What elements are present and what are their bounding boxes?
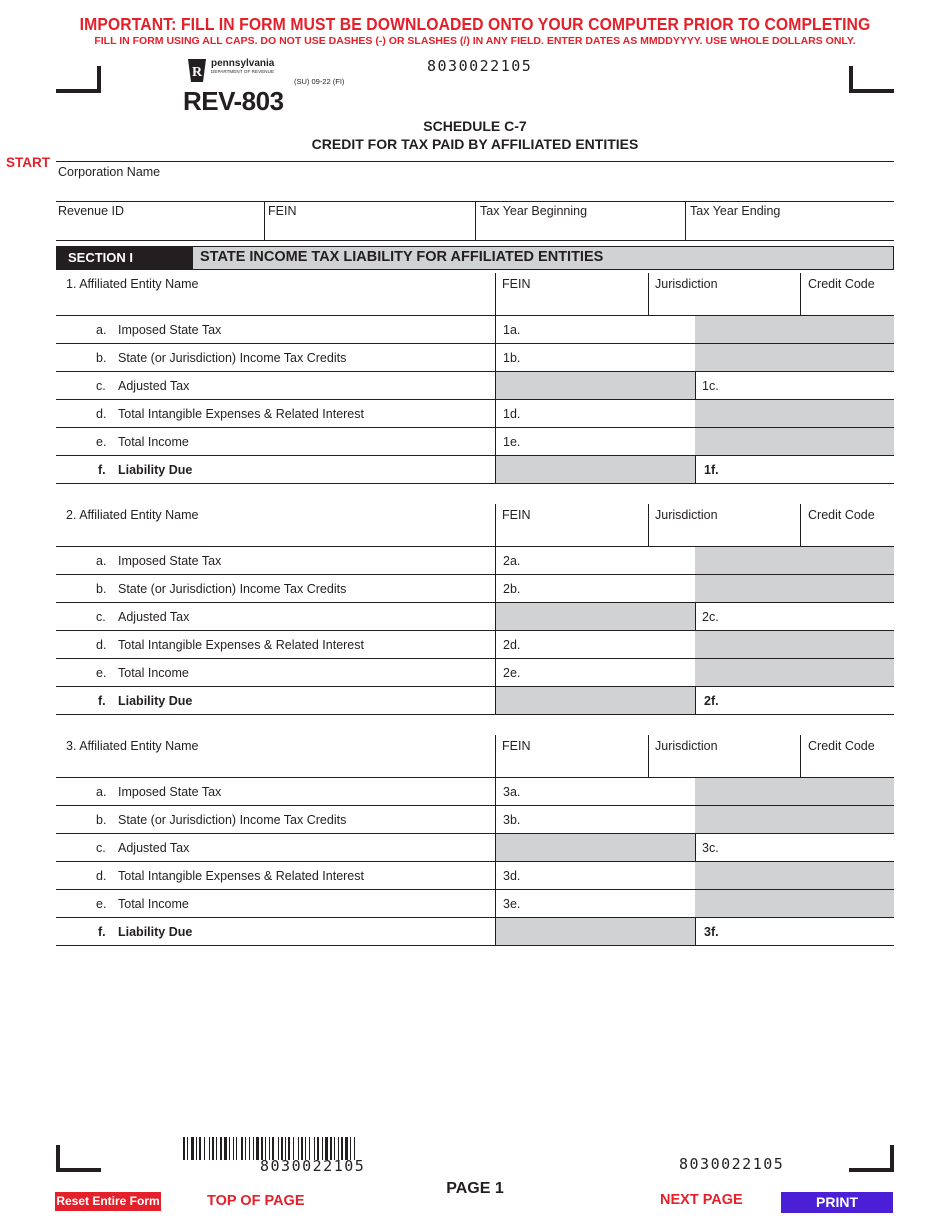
section-header <box>56 246 894 270</box>
row-letter: c. <box>96 379 106 393</box>
revision-code: (SU) 09-22 (FI) <box>294 77 345 86</box>
line-row <box>56 456 894 484</box>
line-2c-input[interactable] <box>726 608 890 625</box>
barcode-bar <box>236 1137 237 1160</box>
line-row <box>56 428 894 456</box>
barcode-bar <box>253 1137 254 1160</box>
line-1b-input[interactable] <box>526 349 691 366</box>
fein-input[interactable] <box>268 220 473 238</box>
line-number: 3a. <box>503 785 521 799</box>
divider <box>648 504 649 546</box>
corner-mark-bottom-left <box>56 1145 101 1172</box>
barcode-bar <box>241 1137 243 1160</box>
line-row <box>56 862 894 890</box>
entity-name-input[interactable] <box>68 757 488 773</box>
section-label: SECTION I <box>57 247 193 269</box>
divider <box>800 273 801 315</box>
line-number: 1e. <box>503 435 521 449</box>
revenue-id-input[interactable] <box>58 220 258 238</box>
line-number: 2b. <box>503 582 521 596</box>
credit-code-label: Credit Code <box>808 277 875 291</box>
barcode-bar <box>183 1137 185 1160</box>
line-1a-input[interactable] <box>526 321 691 338</box>
barcode-bar <box>229 1137 230 1160</box>
barcode-bar <box>256 1137 259 1160</box>
jurisdiction-input[interactable] <box>655 295 795 311</box>
fill-instructions: FILL IN FORM USING ALL CAPS. DO NOT USE DASHES (-) OR SLASHES (/) IN ANY FIELD. ENTER DATES AS MMDDYYYY. USE WHOLE DOLLARS ONLY. <box>94 35 856 47</box>
line-row <box>56 687 894 715</box>
row-label: Liability Due <box>118 925 193 939</box>
entity-fein-input[interactable] <box>502 757 647 773</box>
row-letter: f. <box>98 694 106 708</box>
line-1d-input[interactable] <box>526 405 691 422</box>
row-letter: e. <box>96 897 107 911</box>
line-number: 2a. <box>503 554 521 568</box>
entity-block-3 <box>56 735 894 975</box>
line-row <box>56 631 894 659</box>
barcode-bar <box>212 1137 214 1160</box>
line-number: 3f. <box>704 925 719 939</box>
line-3d-input[interactable] <box>526 867 691 884</box>
row-letter: c. <box>96 610 106 624</box>
line-row <box>56 659 894 687</box>
scan-code-top: 8030022105 <box>427 57 533 75</box>
form-number: REV-803 <box>183 86 284 116</box>
barcode-bar <box>209 1137 210 1160</box>
schedule-title: SCHEDULE C-7 <box>423 118 527 134</box>
jurisdiction-input[interactable] <box>655 757 795 773</box>
entity-block-2 <box>56 504 894 744</box>
divider <box>495 273 496 315</box>
fein-label: FEIN <box>268 204 297 218</box>
row-label: Imposed State Tax <box>118 554 222 568</box>
row-letter: b. <box>96 813 107 827</box>
row-label: Total Income <box>118 897 189 911</box>
line-row <box>56 547 894 575</box>
credit-code-label: Credit Code <box>808 508 875 522</box>
divider <box>495 735 496 777</box>
row-label: Total Intangible Expenses & Related Interest <box>118 407 364 421</box>
entity-block-1 <box>56 273 894 513</box>
barcode-bar <box>196 1137 197 1160</box>
row-letter: b. <box>96 582 107 596</box>
barcode-bar <box>245 1137 246 1160</box>
divider <box>56 240 894 241</box>
tax-year-ending-label: Tax Year Ending <box>690 204 781 218</box>
row-label: Imposed State Tax <box>118 323 222 337</box>
row-letter: a. <box>96 554 107 568</box>
line-3b-input[interactable] <box>526 811 691 828</box>
tax-year-beginning-label: Tax Year Beginning <box>480 204 588 218</box>
line-number: 2c. <box>702 610 719 624</box>
divider <box>695 372 696 399</box>
row-letter: a. <box>96 323 107 337</box>
line-number: 1b. <box>503 351 521 365</box>
entity-fein-label: FEIN <box>502 508 531 522</box>
row-letter: f. <box>98 463 106 477</box>
barcode-bar <box>249 1137 250 1160</box>
corner-mark-bottom-right <box>849 1145 894 1172</box>
divider <box>800 735 801 777</box>
line-2a-input[interactable] <box>526 552 691 569</box>
row-label: Adjusted Tax <box>118 610 190 624</box>
row-label: Total Intangible Expenses & Related Interest <box>118 638 364 652</box>
corner-mark-top-right <box>849 66 894 93</box>
entity-fein-label: FEIN <box>502 739 531 753</box>
line-row <box>56 344 894 372</box>
line-row <box>56 575 894 603</box>
line-number: 1c. <box>702 379 719 393</box>
schedule-subtitle: CREDIT FOR TAX PAID BY AFFILIATED ENTITIES <box>311 136 639 152</box>
barcode-bar <box>233 1137 234 1160</box>
tax-year-ending-input[interactable] <box>690 220 890 238</box>
line-2b-input[interactable] <box>526 580 691 597</box>
line-3e-input[interactable] <box>526 895 691 912</box>
section-title: STATE INCOME TAX LIABILITY FOR AFFILIATED ENTITIES <box>200 249 604 265</box>
entity-name-input[interactable] <box>68 526 488 542</box>
row-label: Total Income <box>118 435 189 449</box>
top-of-page-link[interactable]: TOP OF PAGE <box>207 1193 305 1209</box>
line-row <box>56 806 894 834</box>
divider <box>56 161 894 162</box>
divider <box>695 687 696 714</box>
jurisdiction-label: Jurisdiction <box>655 277 718 291</box>
divider <box>495 546 496 714</box>
corporation-name-input[interactable] <box>58 182 888 200</box>
divider <box>264 201 265 240</box>
line-3a-input[interactable] <box>526 783 691 800</box>
line-number: 3b. <box>503 813 521 827</box>
row-label: Adjusted Tax <box>118 379 190 393</box>
barcode-bar <box>187 1137 188 1160</box>
line-3c-input[interactable] <box>726 839 890 856</box>
divider <box>685 201 686 240</box>
line-row <box>56 603 894 631</box>
divider <box>695 834 696 861</box>
corporation-name-label: Corporation Name <box>58 165 161 179</box>
corner-mark-top-left <box>56 66 101 93</box>
entity-fein-label: FEIN <box>502 277 531 291</box>
row-letter: a. <box>96 785 107 799</box>
line-3f-input[interactable] <box>726 923 890 940</box>
credit-code-label: Credit Code <box>808 739 875 753</box>
page-number: PAGE 1 <box>446 1180 504 1197</box>
line-number: 2f. <box>704 694 719 708</box>
barcode-bar <box>204 1137 205 1160</box>
divider <box>648 273 649 315</box>
row-label: Imposed State Tax <box>118 785 222 799</box>
jurisdiction-label: Jurisdiction <box>655 508 718 522</box>
line-2e-input[interactable] <box>526 664 691 681</box>
line-row <box>56 778 894 806</box>
credit-code-input[interactable] <box>808 295 890 311</box>
line-row <box>56 316 894 344</box>
barcode-bar <box>199 1137 201 1160</box>
row-label: Total Income <box>118 666 189 680</box>
entity-fein-input[interactable] <box>502 526 647 542</box>
line-row <box>56 372 894 400</box>
line-row <box>56 890 894 918</box>
start-marker: START <box>6 155 50 170</box>
pa-revenue-logo <box>186 58 274 84</box>
line-row <box>56 918 894 946</box>
divider <box>495 504 496 546</box>
line-number: 1a. <box>503 323 521 337</box>
row-label: Liability Due <box>118 463 193 477</box>
barcode-bar <box>191 1137 194 1160</box>
barcode-bar <box>224 1137 227 1160</box>
row-label: Liability Due <box>118 694 193 708</box>
divider <box>475 201 476 240</box>
entity-fein-input[interactable] <box>502 295 647 311</box>
line-1f-input[interactable] <box>726 461 890 478</box>
line-number: 2d. <box>503 638 521 652</box>
row-label: Adjusted Tax <box>118 841 190 855</box>
line-2d-input[interactable] <box>526 636 691 653</box>
tax-year-beginning-input[interactable] <box>480 220 680 238</box>
download-warning: IMPORTANT: FILL IN FORM MUST BE DOWNLOADED ONTO YOUR COMPUTER PRIOR TO COMPLETING <box>79 14 871 34</box>
line-1e-input[interactable] <box>526 433 691 450</box>
line-number: 1f. <box>704 463 719 477</box>
line-number: 3d. <box>503 869 521 883</box>
row-letter: f. <box>98 925 106 939</box>
row-label: State (or Jurisdiction) Income Tax Credits <box>118 813 347 827</box>
jurisdiction-label: Jurisdiction <box>655 739 718 753</box>
barcode-bar <box>220 1137 222 1160</box>
divider <box>495 315 496 483</box>
barcode-number: 8030022105 <box>260 1157 366 1175</box>
credit-code-input[interactable] <box>808 526 890 542</box>
line-row <box>56 834 894 862</box>
entity-name-label: 3. Affiliated Entity Name <box>66 739 199 753</box>
row-label: State (or Jurisdiction) Income Tax Credits <box>118 582 347 596</box>
line-number: 3e. <box>503 897 521 911</box>
divider <box>495 777 496 945</box>
svg-text:R: R <box>191 65 203 80</box>
line-row <box>56 400 894 428</box>
line-number: 2e. <box>503 666 521 680</box>
print-button[interactable]: PRINT <box>781 1192 893 1213</box>
divider <box>695 603 696 630</box>
line-number: 3c. <box>702 841 719 855</box>
row-letter: b. <box>96 351 107 365</box>
keystone-icon <box>186 58 208 84</box>
row-letter: e. <box>96 666 107 680</box>
line-number: 1d. <box>503 407 521 421</box>
row-letter: c. <box>96 841 106 855</box>
row-letter: d. <box>96 638 107 652</box>
row-label: Total Intangible Expenses & Related Interest <box>118 869 364 883</box>
next-page-link[interactable]: NEXT PAGE <box>660 1192 743 1208</box>
revenue-id-label: Revenue ID <box>58 204 125 218</box>
row-letter: e. <box>96 435 107 449</box>
divider <box>695 918 696 945</box>
logo-name: pennsylvania <box>211 58 275 69</box>
entity-name-label: 2. Affiliated Entity Name <box>66 508 199 522</box>
row-label: State (or Jurisdiction) Income Tax Credits <box>118 351 347 365</box>
jurisdiction-input[interactable] <box>655 526 795 542</box>
logo-subtitle: DEPARTMENT OF REVENUE <box>211 69 275 74</box>
row-letter: d. <box>96 407 107 421</box>
entity-name-label: 1. Affiliated Entity Name <box>66 277 199 291</box>
entity-name-input[interactable] <box>68 295 488 311</box>
divider <box>800 504 801 546</box>
scan-code-bottom: 8030022105 <box>679 1155 785 1173</box>
reset-form-button[interactable]: Reset Entire Form <box>55 1192 161 1211</box>
credit-code-input[interactable] <box>808 757 890 773</box>
line-2f-input[interactable] <box>726 692 890 709</box>
divider <box>648 735 649 777</box>
divider <box>695 456 696 483</box>
row-letter: d. <box>96 869 107 883</box>
line-1c-input[interactable] <box>726 377 890 394</box>
barcode-bar <box>216 1137 217 1160</box>
